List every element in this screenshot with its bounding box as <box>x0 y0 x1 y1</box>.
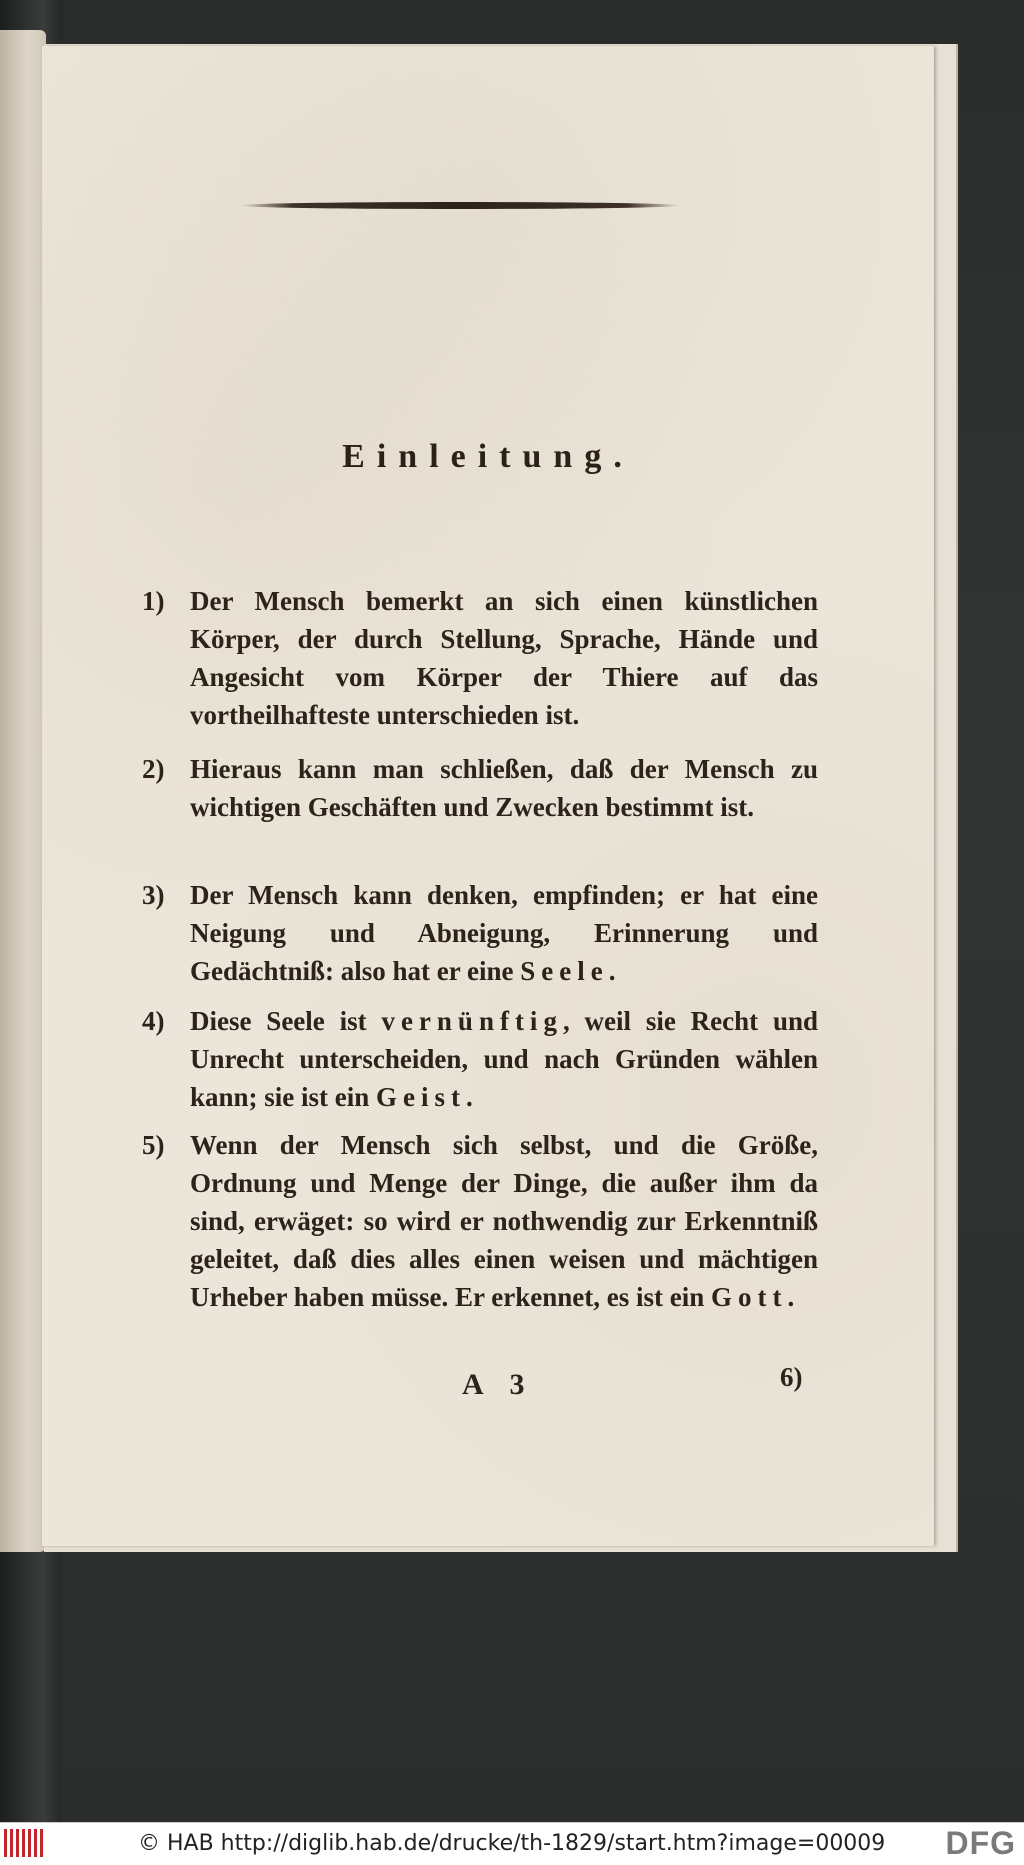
signature-mark: A 3 <box>462 1368 535 1401</box>
paragraph-text: . <box>787 1282 795 1312</box>
catchword: 6) <box>780 1362 803 1392</box>
paragraph-text: Der Mensch kann denken, empfinden; er hat eine Neigung und Abneigung, Erinnerung und Gedächtniß: also hat er eine <box>190 880 818 986</box>
paragraph-text: Wenn der Mensch sich selbst, und die Größe, Ordnung und Menge der Dinge, die außer ihm da sind, erwäget: so wird er nothwendig zur Erkenntniß geleitet, daß dies alles einen weisen und mächtigen Urheber haben müsse. Er erkennet, es ist ein <box>190 1130 818 1312</box>
paragraph-4 <box>142 1002 818 1116</box>
emphasis-text: Geist <box>376 1082 467 1112</box>
paragraph-text: Diese Seele ist <box>190 1006 367 1036</box>
footer-copyright-link[interactable]: © HAB http://diglib.hab.de/drucke/th-1829/start.htm?image=00009 <box>138 1831 886 1856</box>
book-page <box>42 46 934 1546</box>
emphasis-text: Gott <box>711 1282 788 1312</box>
dfg-logo: DFG <box>945 1825 1016 1861</box>
paragraph-2 <box>142 750 818 826</box>
paragraph-5 <box>142 1126 818 1316</box>
paragraph-text: . <box>608 956 616 986</box>
paragraph-number: 1) <box>142 586 165 616</box>
paragraph-number: 4) <box>142 1006 165 1036</box>
emphasis-text: Seele <box>520 956 609 986</box>
left-page-edge <box>0 30 46 1552</box>
paragraph-text: , weil sie Recht und Unrecht unterscheiden, und nach Gründen wählen kann; sie ist ein <box>190 1006 818 1112</box>
paragraph-number: 2) <box>142 754 165 784</box>
hab-logo-icon <box>4 1829 44 1857</box>
paragraph-3 <box>142 876 818 990</box>
page-title: Einleitung. <box>342 438 634 475</box>
header-rule <box>240 202 680 209</box>
emphasis-text: vernünftig <box>381 1006 563 1036</box>
paragraph-number: 3) <box>142 880 165 910</box>
paragraph-number: 5) <box>142 1130 165 1160</box>
paragraph-text: Hieraus kann man schließen, daß der Mensch zu wichtigen Geschäften und Zwecken bestimmt ist. <box>190 754 818 822</box>
paragraph-text: . <box>466 1082 473 1112</box>
paragraph-1 <box>142 582 818 734</box>
footer-bar <box>0 1822 1024 1865</box>
paragraph-text: Der Mensch bemerkt an sich einen künstlichen Körper, der durch Stellung, Sprache, Hände und Angesicht vom Körper der Thiere auf das vortheilhafteste unterschieden ist. <box>190 586 818 730</box>
